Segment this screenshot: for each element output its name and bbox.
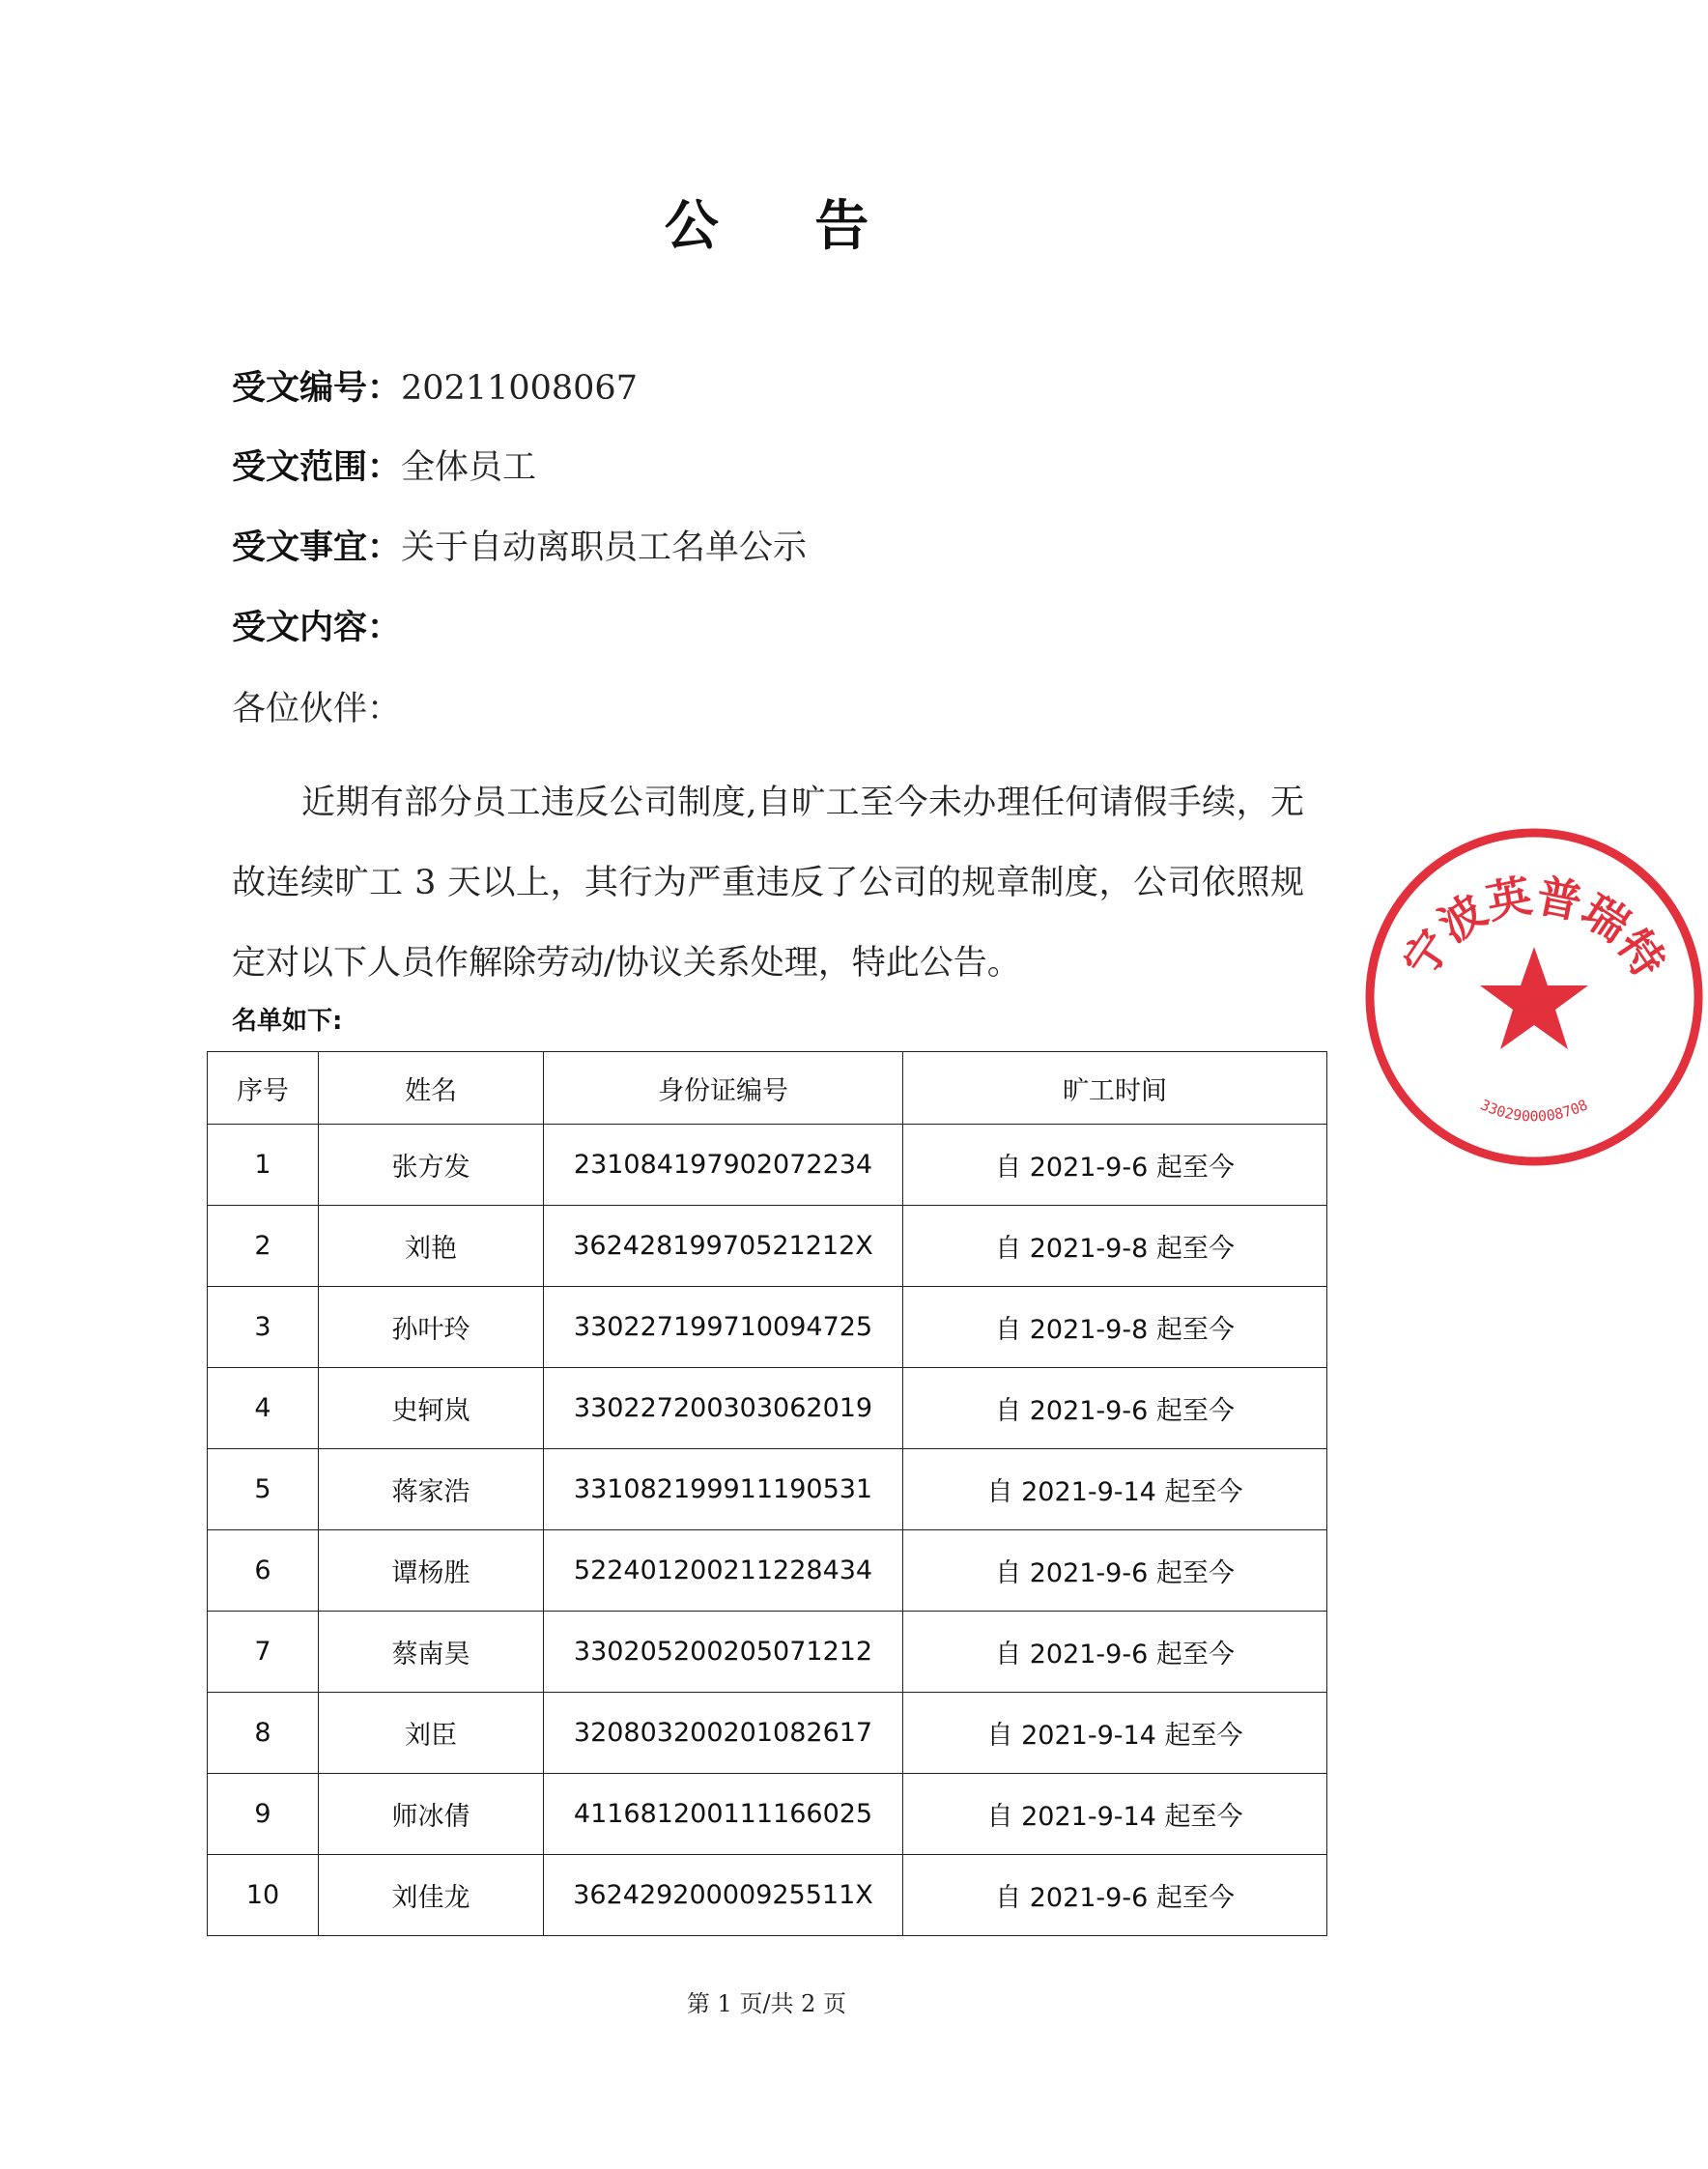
table-row xyxy=(208,1125,1327,1206)
greeting: 各位伙伴： xyxy=(232,690,402,728)
meta-value: 关于自动离职员工名单公示 xyxy=(401,528,808,567)
cell-id-number: 320803200201082617 xyxy=(544,1693,903,1774)
page-footer: 第 1 页/共 2 页 xyxy=(686,1990,847,2017)
meta-line-scope xyxy=(232,446,536,489)
cell-absence-time: 自 2021-9-14 起至今 xyxy=(903,1693,1327,1774)
meta-line-doc-number xyxy=(232,367,638,410)
meta-value: 20211008067 xyxy=(401,369,638,408)
cell-name: 师冰倩 xyxy=(319,1774,544,1855)
meta-label: 受文内容： xyxy=(232,609,402,647)
cell-no: 4 xyxy=(208,1368,319,1449)
cell-no: 2 xyxy=(208,1206,319,1287)
cell-no: 7 xyxy=(208,1612,319,1693)
cell-absence-time: 自 2021-9-6 起至今 xyxy=(903,1855,1327,1936)
cell-id-number: 330205200205071212 xyxy=(544,1612,903,1693)
table-row xyxy=(208,1855,1327,1936)
table-row xyxy=(208,1368,1327,1449)
cell-no: 3 xyxy=(208,1287,319,1368)
table-row xyxy=(208,1449,1327,1530)
cell-no: 8 xyxy=(208,1693,319,1774)
cell-name: 张方发 xyxy=(319,1125,544,1206)
company-seal xyxy=(1360,823,1708,1171)
cell-no: 1 xyxy=(208,1125,319,1206)
seal-arc-textpath: 宁波英普瑞特 xyxy=(1392,869,1676,986)
table-row xyxy=(208,1287,1327,1368)
seal-group xyxy=(1370,833,1698,1161)
meta-line-subject xyxy=(232,527,807,569)
header-absence-time: 旷工时间 xyxy=(903,1052,1327,1125)
list-title: 名单如下: xyxy=(232,1007,343,1036)
cell-absence-time: 自 2021-9-6 起至今 xyxy=(903,1612,1327,1693)
cell-id-number: 522401200211228434 xyxy=(544,1530,903,1612)
seal-number-textpath: 3302900008708 xyxy=(1477,1096,1591,1126)
page-title: 公 告 xyxy=(664,195,908,258)
cell-id-number: 36242920000925511X xyxy=(544,1855,903,1936)
cell-no: 10 xyxy=(208,1855,319,1936)
cell-name: 刘佳龙 xyxy=(319,1855,544,1936)
meta-value: 全体员工 xyxy=(401,448,537,487)
cell-name: 蒋家浩 xyxy=(319,1449,544,1530)
cell-name: 蔡南昊 xyxy=(319,1612,544,1693)
meta-line-content xyxy=(232,607,401,649)
header-name: 姓名 xyxy=(319,1052,544,1125)
meta-label: 受文范围： xyxy=(232,448,402,487)
meta-label: 受文编号： xyxy=(232,369,402,408)
cell-id-number: 36242819970521212X xyxy=(544,1206,903,1287)
cell-absence-time: 自 2021-9-14 起至今 xyxy=(903,1774,1327,1855)
cell-name: 史轲岚 xyxy=(319,1368,544,1449)
table-row xyxy=(208,1206,1327,1287)
cell-no: 9 xyxy=(208,1774,319,1855)
table-row xyxy=(208,1693,1327,1774)
cell-id-number: 331082199911190531 xyxy=(544,1449,903,1530)
cell-absence-time: 自 2021-9-8 起至今 xyxy=(903,1206,1327,1287)
cell-name: 刘艳 xyxy=(319,1206,544,1287)
table-row xyxy=(208,1612,1327,1693)
table-header-row xyxy=(208,1052,1327,1125)
cell-no: 6 xyxy=(208,1530,319,1612)
cell-no: 5 xyxy=(208,1449,319,1530)
cell-absence-time: 自 2021-9-6 起至今 xyxy=(903,1368,1327,1449)
cell-absence-time: 自 2021-9-14 起至今 xyxy=(903,1449,1327,1530)
cell-name: 谭杨胜 xyxy=(319,1530,544,1612)
cell-id-number: 330227199710094725 xyxy=(544,1287,903,1368)
cell-id-number: 330227200303062019 xyxy=(544,1368,903,1449)
cell-absence-time: 自 2021-9-6 起至今 xyxy=(903,1530,1327,1612)
seal-star-icon xyxy=(1480,947,1588,1049)
cell-name: 孙叶玲 xyxy=(319,1287,544,1368)
body-paragraph: 近期有部分员工违反公司制度,自旷工至今未办理任何请假手续，无故连续旷工 3 天以上，其行为严重违反了公司的规章制度，公司依照规定对以下人员作解除劳动/协议关系处理，特此公告。 xyxy=(232,784,1304,983)
table-row xyxy=(208,1530,1327,1612)
header-id-number: 身份证编号 xyxy=(544,1052,903,1125)
meta-label: 受文事宜： xyxy=(232,528,402,567)
seal-number-text xyxy=(1478,1096,1591,1125)
cell-absence-time: 自 2021-9-6 起至今 xyxy=(903,1125,1327,1206)
table-body xyxy=(208,1125,1327,1936)
header-no: 序号 xyxy=(208,1052,319,1125)
employee-table xyxy=(207,1051,1327,1936)
cell-id-number: 231084197902072234 xyxy=(544,1125,903,1206)
cell-absence-time: 自 2021-9-8 起至今 xyxy=(903,1287,1327,1368)
cell-name: 刘臣 xyxy=(319,1693,544,1774)
cell-id-number: 411681200111166025 xyxy=(544,1774,903,1855)
table-row xyxy=(208,1774,1327,1855)
